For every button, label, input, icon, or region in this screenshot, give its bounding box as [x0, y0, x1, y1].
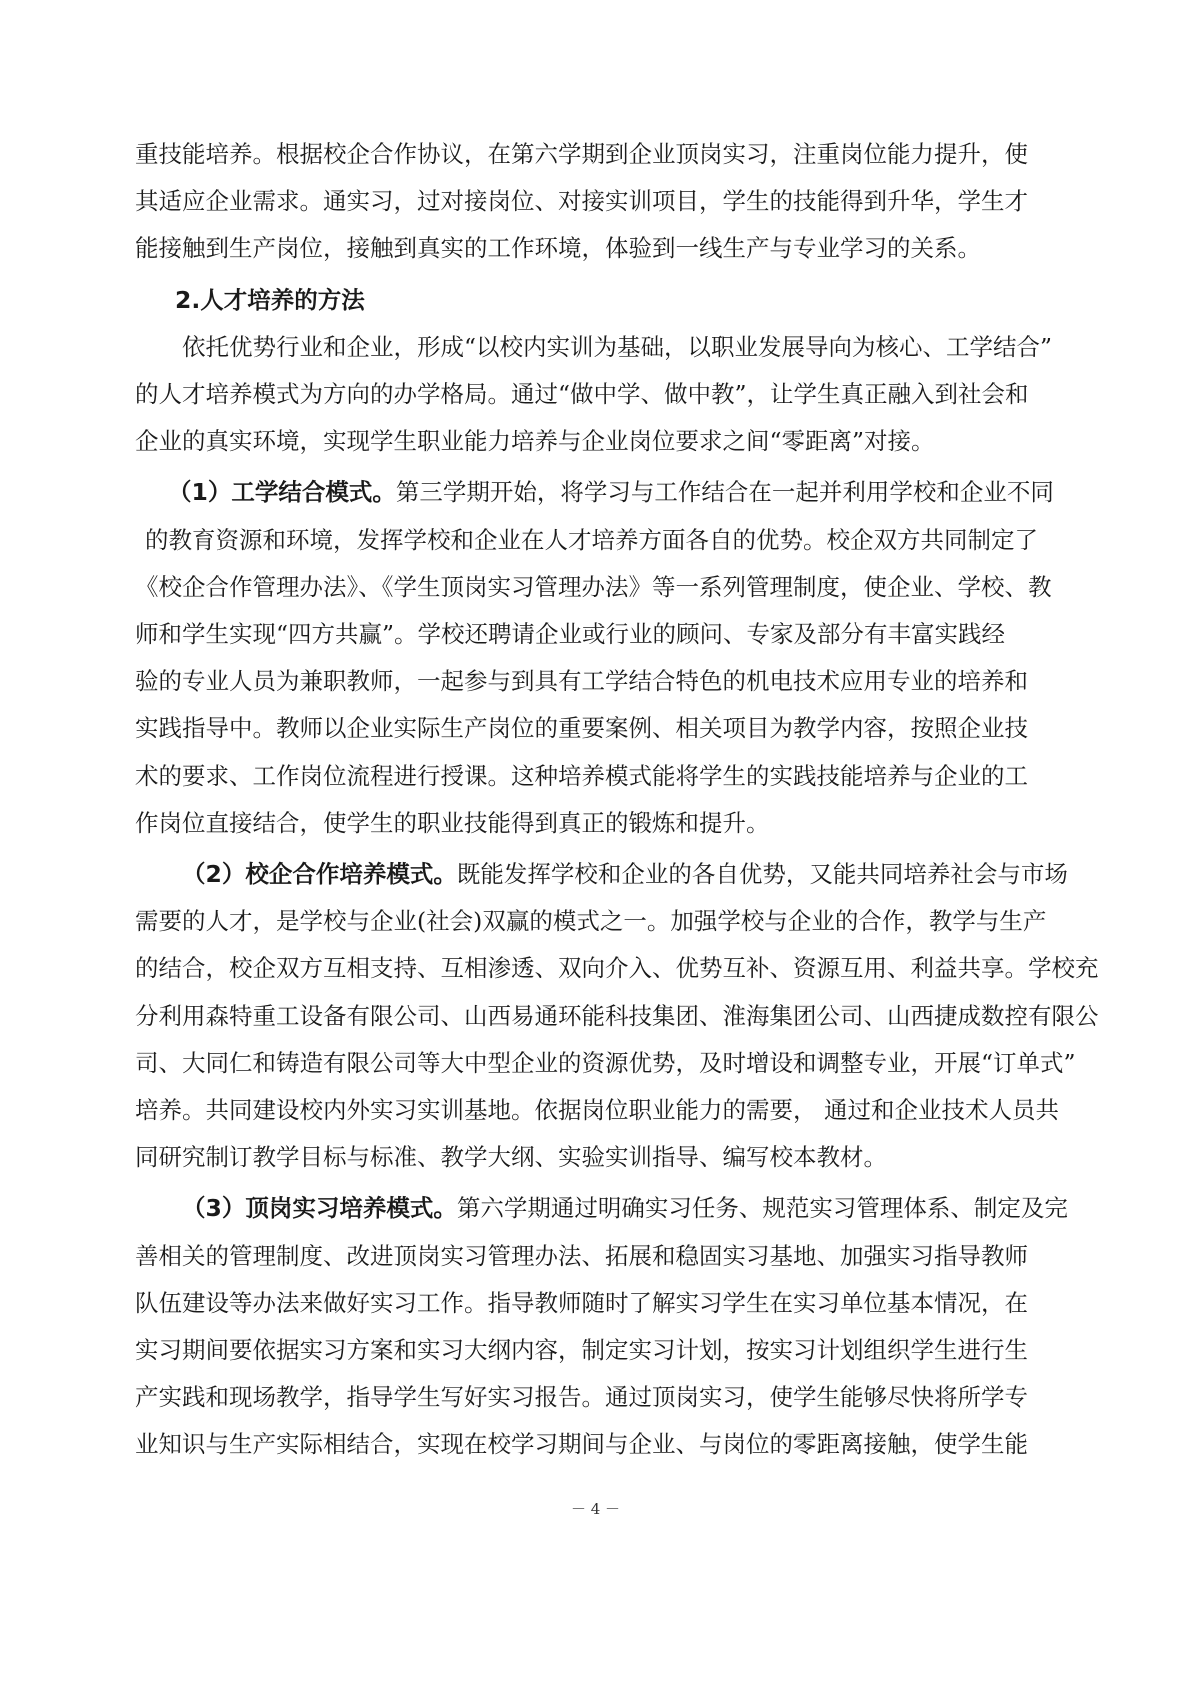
- text-line: 实习期间要依据实习方案和实习大纲内容，制定实习计划，按实习计划组织学生进行生: [135, 1336, 1028, 1364]
- text-line: 分利用森特重工设备有限公司、山西易通环能科技集团、淮海集团公司、山西捷成数控有限公: [135, 1002, 1099, 1030]
- paragraph-lead: （1）工学结合模式。: [168, 478, 396, 506]
- text-line: [182, 1194, 1068, 1222]
- text-line: 依托优势行业和企业，形成“以校内实训为基础，以职业发展导向为核心、工学结合”: [182, 333, 1053, 361]
- paragraph-lead: （2）校企合作培养模式。: [182, 860, 457, 888]
- text-line: 的人才培养模式为方向的办学格局。通过“做中学、做中教”，让学生真正融入到社会和: [135, 380, 1029, 408]
- text-span: 第六学期通过明确实习任务、规范实习管理体系、制定及完: [456, 1194, 1068, 1222]
- text-line: 重技能培养。根据校企合作协议，在第六学期到企业顶岗实习，注重岗位能力提升，使: [135, 140, 1028, 168]
- text-line: 术的要求、工作岗位流程进行授课。这种培养模式能将学生的实践技能培养与企业的工: [135, 762, 1028, 790]
- text-line: 的结合，校企双方互相支持、互相渗透、双向介入、优势互补、资源互用、利益共享。学校充: [135, 954, 1099, 982]
- text-line: 师和学生实现“四方共赢”。学校还聘请企业或行业的顾问、专家及部分有丰富实践经: [135, 620, 1006, 648]
- text-line: 作岗位直接结合，使学生的职业技能得到真正的锻炼和提升。: [135, 809, 770, 837]
- text-line: 实践指导中。教师以企业实际生产岗位的重要案例、相关项目为教学内容，按照企业技: [135, 714, 1028, 742]
- text-line: [182, 860, 1068, 888]
- text-line: 产实践和现场教学，指导学生写好实习报告。通过顶岗实习，使学生能够尽快将所学专: [135, 1383, 1028, 1411]
- text-line: 培养。共同建设校内外实习实训基地。依据岗位职业能力的需要， 通过和企业技术人员共: [135, 1096, 1059, 1124]
- text-line: 验的专业人员为兼职教师，一起参与到具有工学结合特色的机电技术应用专业的培养和: [135, 667, 1028, 695]
- text-line: 能接触到生产岗位，接触到真实的工作环境，体验到一线生产与专业学习的关系。: [135, 234, 981, 262]
- text-line: 业知识与生产实际相结合，实现在校学习期间与企业、与岗位的零距离接触，使学生能: [135, 1430, 1028, 1458]
- text-line: 《校企合作管理办法》、《学生顶岗实习管理办法》等一系列管理制度，使企业、学校、教: [135, 573, 1052, 601]
- text-line: 队伍建设等办法来做好实习工作。指导教师随时了解实习学生在实习单位基本情况，在: [135, 1289, 1028, 1317]
- text-line: 其适应企业需求。通实习，过对接岗位、对接实训项目，学生的技能得到升华，学生才: [135, 187, 1028, 215]
- paragraph-lead: （3）顶岗实习培养模式。: [182, 1194, 457, 1222]
- section-heading: 2.人才培养的方法: [175, 286, 365, 314]
- text-line: 需要的人才，是学校与企业(社会)双赢的模式之一。加强学校与企业的合作，教学与生产: [135, 907, 1047, 935]
- text-line: 同研究制订教学目标与标准、教学大纲、实验实训指导、编写校本教材。: [135, 1143, 887, 1171]
- text-line: 善相关的管理制度、改进顶岗实习管理办法、拓展和稳固实习基地、加强实习指导教师: [135, 1242, 1028, 1270]
- text-line: 企业的真实环境，实现学生职业能力培养与企业岗位要求之间“零距离”对接。: [135, 427, 935, 455]
- text-span: 既能发挥学校和企业的各自优势，又能共同培养社会与市场: [456, 860, 1068, 888]
- text-line: 司、大同仁和铸造有限公司等大中型企业的资源优势，及时增设和调整专业，开展“订单式”: [135, 1049, 1076, 1077]
- page-number: － 4 －: [570, 1500, 621, 1518]
- text-line: [168, 478, 1054, 506]
- text-line: 的教育资源和环境，发挥学校和企业在人才培养方面各自的优势。校企双方共同制定了: [145, 526, 1038, 554]
- text-span: 第三学期开始，将学习与工作结合在一起并利用学校和企业不同: [395, 478, 1054, 506]
